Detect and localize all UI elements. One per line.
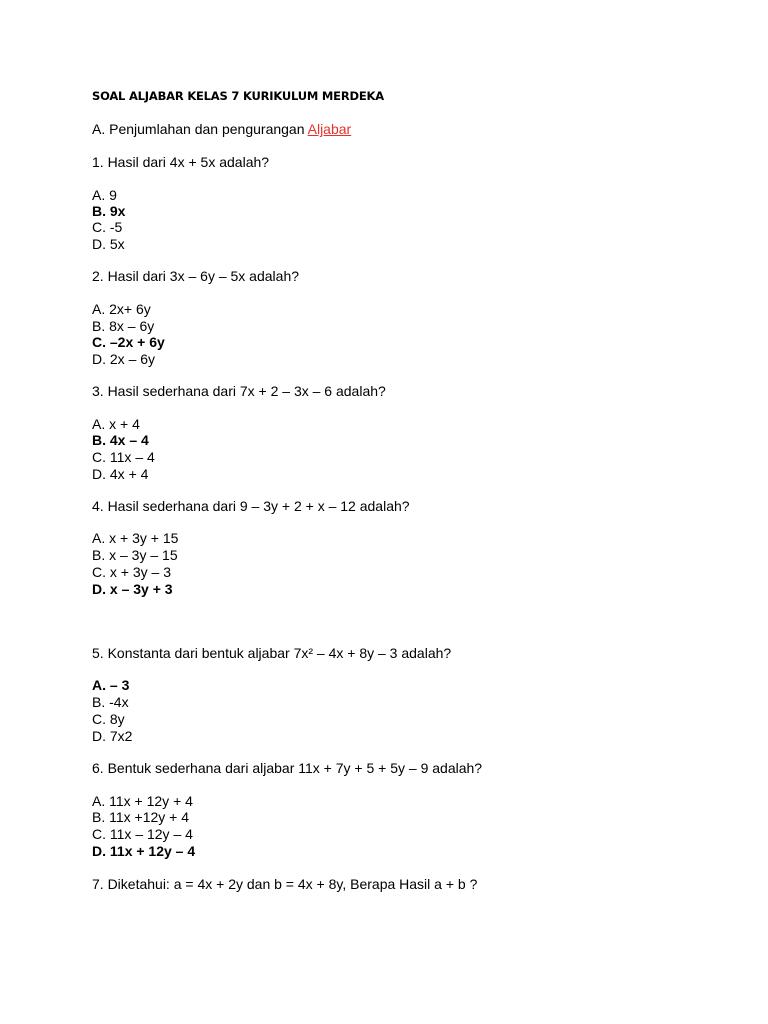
aljabar-link[interactable]: Aljabar	[307, 121, 352, 137]
q5-option-a-answer: A. – 3	[92, 677, 130, 693]
q4-option-c: C. x + 3y – 3	[92, 564, 171, 580]
q1-option-c: C. -5	[92, 219, 123, 235]
question-4: 4. Hasil sederhana dari 9 – 3y + 2 + x – 12 adalah?	[92, 498, 410, 514]
q4-option-b: B. x – 3y – 15	[92, 547, 178, 563]
section-heading-text: A. Penjumlahan dan pengurangan	[92, 121, 308, 137]
q6-option-c: C. 11x – 12y – 4	[92, 826, 193, 842]
question-6: 6. Bentuk sederhana dari aljabar 11x + 7y + 5 + 5y – 9 adalah?	[92, 760, 483, 776]
q1-option-d: D. 5x	[92, 236, 125, 252]
q3-option-d: D. 4x + 4	[92, 466, 149, 482]
q1-option-b-answer: B. 9x	[92, 203, 126, 219]
q4-option-a: A. x + 3y + 15	[92, 530, 179, 546]
q6-option-d-answer: D. 11x + 12y – 4	[92, 843, 196, 859]
q3-option-a: A. x + 4	[92, 416, 140, 432]
q3-option-c: C. 11x – 4	[92, 449, 155, 465]
q4-option-d-answer: D. x – 3y + 3	[92, 581, 173, 597]
q2-option-c-answer: C. –2x + 6y	[92, 334, 165, 350]
question-7: 7. Diketahui: a = 4x + 2y dan b = 4x + 8y, Berapa Hasil a + b ?	[92, 876, 478, 892]
q5-option-d: D. 7x2	[92, 728, 133, 744]
q2-option-a: A. 2x+ 6y	[92, 301, 151, 317]
document-title: SOAL ALJABAR KELAS 7 KURIKULUM MERDEKA	[92, 89, 384, 103]
q5-option-b: B. -4x	[92, 694, 129, 710]
question-1: 1. Hasil dari 4x + 5x adalah?	[92, 154, 270, 170]
q2-option-b: B. 8x – 6y	[92, 318, 155, 334]
question-2: 2. Hasil dari 3x – 6y – 5x adalah?	[92, 268, 300, 284]
q3-option-b-answer: B. 4x – 4	[92, 432, 149, 448]
question-3: 3. Hasil sederhana dari 7x + 2 – 3x – 6 adalah?	[92, 383, 386, 399]
q6-option-a: A. 11x + 12y + 4	[92, 793, 193, 809]
section-heading	[92, 121, 351, 138]
q1-option-a: A. 9	[92, 187, 117, 203]
q6-option-b: B. 11x +12y + 4	[92, 809, 190, 825]
q5-option-c: C. 8y	[92, 711, 125, 727]
question-5: 5. Konstanta dari bentuk aljabar 7x² – 4x + 8y – 3 adalah?	[92, 645, 452, 661]
q2-option-d: D. 2x – 6y	[92, 351, 156, 367]
